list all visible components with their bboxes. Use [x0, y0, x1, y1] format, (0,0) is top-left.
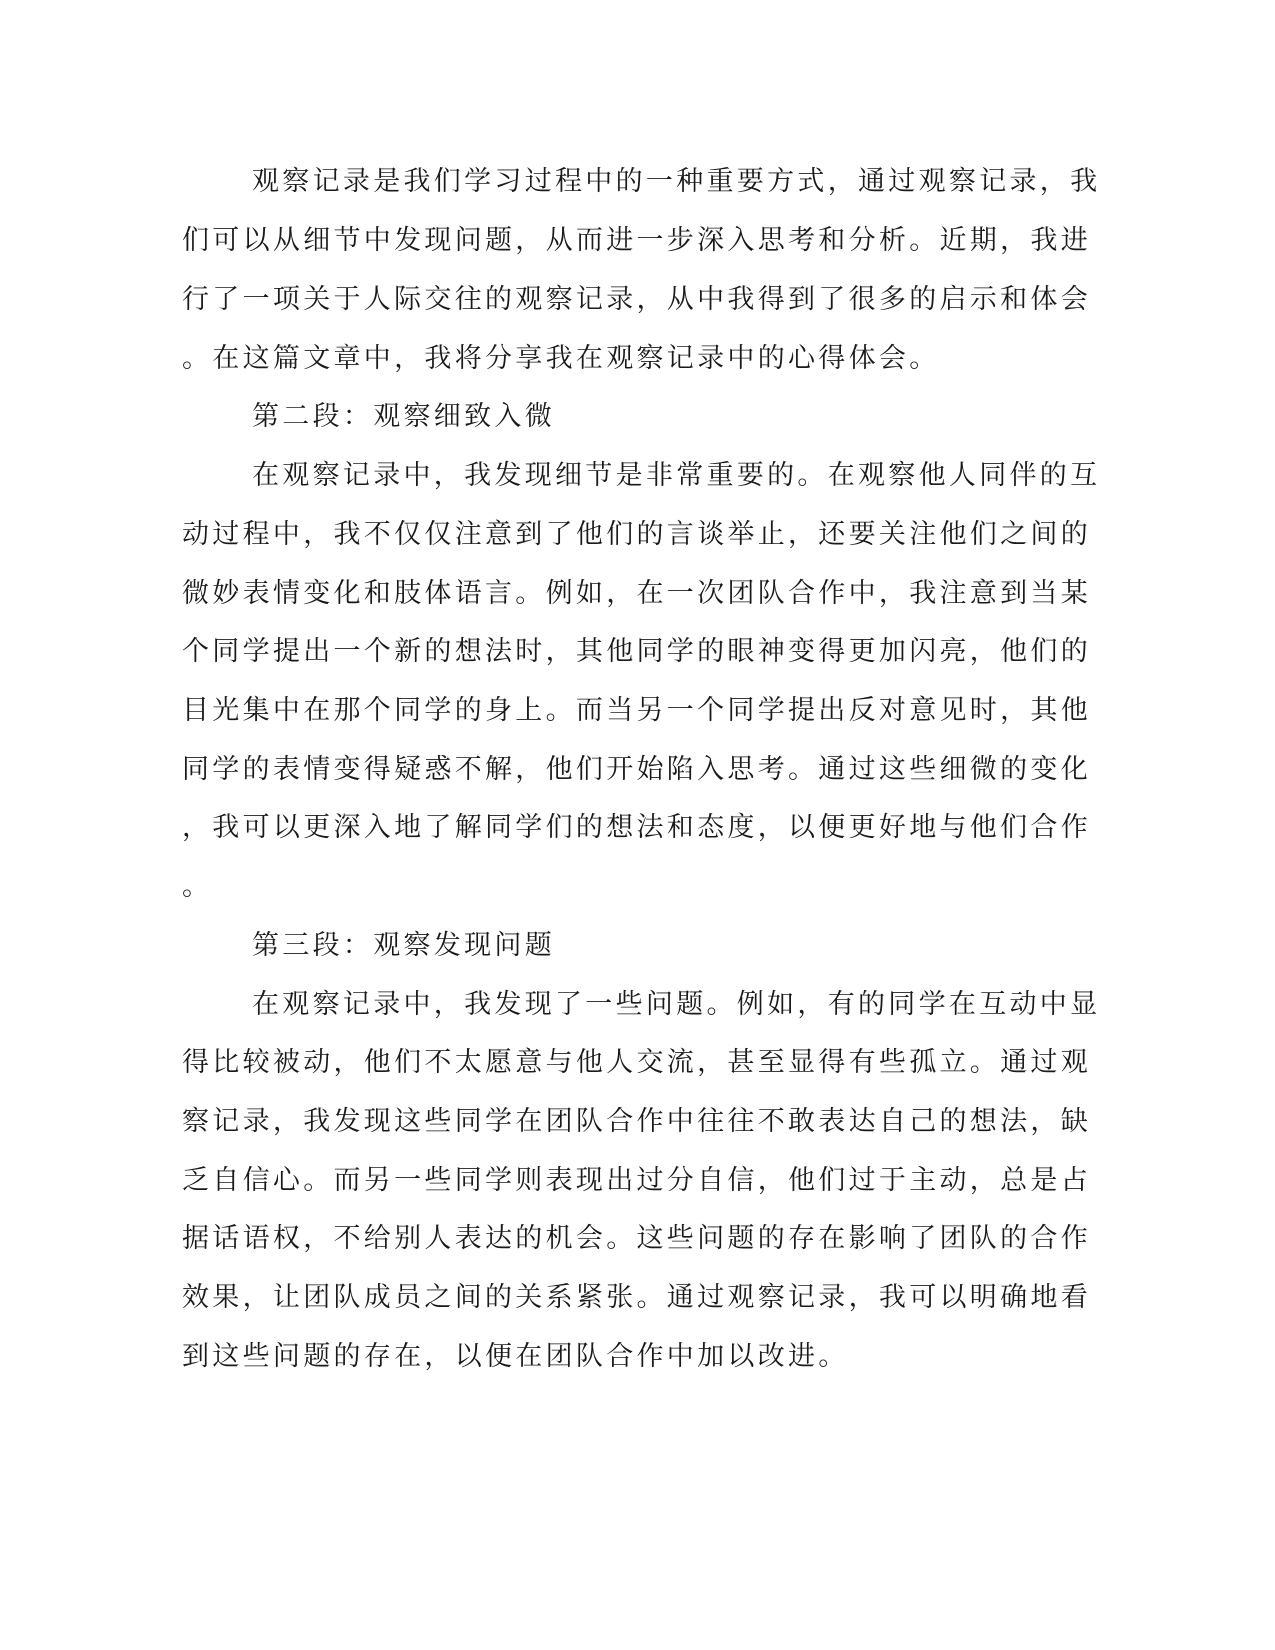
intro-line-4: 。在这篇文章中，我将分享我在观察记录中的心得体会。 [182, 343, 940, 374]
section-2-line-3: 微妙表情变化和肢体语言。例如，在一次团队合作中，我注意到当某 [182, 578, 1091, 609]
section-3-line-4: 乏自信心。而另一些同学则表现出过分自信，他们过于主动，总是占 [182, 1165, 1091, 1196]
intro-line-3: 行了一项关于人际交往的观察记录，从中我得到了很多的启示和体会 [182, 284, 1091, 315]
section-2-line-8: 。 [182, 871, 213, 902]
section-2-line-5: 目光集中在那个同学的身上。而当另一个同学提出反对意见时，其他 [182, 695, 1091, 726]
section-3-line-3: 察记录，我发现这些同学在团队合作中往往不敢表达自己的想法，缺 [182, 1106, 1091, 1137]
section-2-line-2: 动过程中，我不仅仅注意到了他们的言谈举止，还要关注他们之间的 [182, 519, 1091, 550]
section-2-line-4: 个同学提出一个新的想法时，其他同学的眼神变得更加闪亮，他们的 [182, 636, 1091, 667]
intro-line-1: 观察记录是我们学习过程中的一种重要方式，通过观察记录，我 [252, 166, 1101, 197]
section-heading-3: 第三段：观察发现问题 [252, 930, 555, 961]
section-3-line-2: 得比较被动，他们不太愿意与他人交流，甚至显得有些孤立。通过观 [182, 1047, 1091, 1078]
section-2-line-7: ，我可以更深入地了解同学们的想法和态度，以便更好地与他们合作 [182, 812, 1091, 843]
section-2-line-6: 同学的表情变得疑惑不解，他们开始陷入思考。通过这些细微的变化 [182, 754, 1091, 785]
section-3-line-1: 在观察记录中，我发现了一些问题。例如，有的同学在互动中显 [252, 989, 1101, 1020]
section-2-line-1: 在观察记录中，我发现细节是非常重要的。在观察他人同伴的互 [252, 460, 1101, 491]
section-3-line-5: 据话语权，不给别人表达的机会。这些问题的存在影响了团队的合作 [182, 1223, 1091, 1254]
section-3-line-7: 到这些问题的存在，以便在团队合作中加以改进。 [182, 1341, 849, 1372]
section-3-line-6: 效果，让团队成员之间的关系紧张。通过观察记录，我可以明确地看 [182, 1282, 1091, 1313]
section-heading-2: 第二段：观察细致入微 [252, 401, 555, 432]
intro-line-2: 们可以从细节中发现问题，从而进一步深入思考和分析。近期，我进 [182, 225, 1091, 256]
